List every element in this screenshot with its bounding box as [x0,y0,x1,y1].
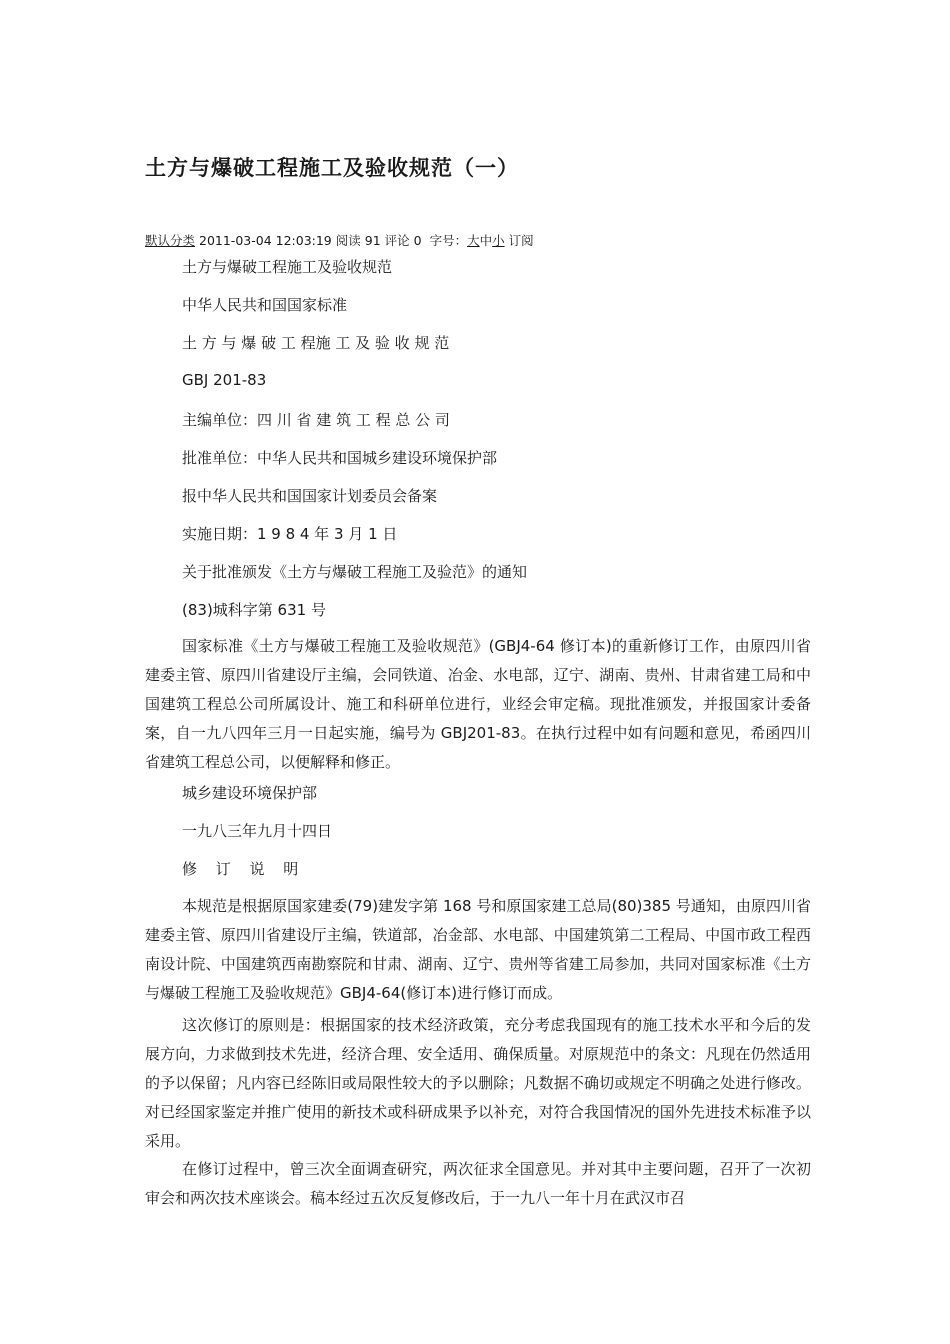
reads-count: 91 [364,233,381,248]
doc-line: 实施日期：1 9 8 4 年 3 月 1 日 [182,525,398,543]
font-size-small-link[interactable]: 小 [492,233,505,248]
reads-label: 阅读 [335,233,361,248]
section-heading: 修 订 说 明 [182,860,306,878]
comments-label: 评论 [384,233,410,248]
notice-paragraph: 国家标准《土方与爆破工程施工及验收规范》(GBJ4-64 修订本)的重新修订工作，由原四川省建委主管、原四川省建设厅主编，会同铁道、冶金、水电部，辽宁、湖南、贵州、甘肃省建工局和中国建筑工程总公司所属设计、施工和科研单位进行，业经会审定稿。现批准颁发，并报国家计委备案，自一九八四年三月一日起实施，编号为 GBJ201-83。在执行过程中如有问题和意见，希函四川省建筑工程总公司，以便解释和修正。 [145,637,811,771]
doc-line: 批准单位：中华人民共和国城乡建设环境保护部 [182,449,498,467]
doc-line: 报中华人民共和国国家计划委员会备案 [182,487,438,505]
doc-line: GBJ 201-83 [182,371,267,389]
doc-line: 中华人民共和国国家标准 [182,296,348,314]
subscribe-link[interactable]: 订阅 [508,233,534,248]
doc-line: 土方与爆破工程施工及验收规范 [182,258,393,276]
doc-line: 关于批准颁发《土方与爆破工程施工及验范》的通知 [182,563,528,581]
revision-paragraph: 本规范是根据原国家建委(79)建发字第 168 号和原国家建工总局(80)385 号通知，由原四川省建委主管、原四川省建设厅主编，铁道部，冶金部、水电部、中国建筑第二工程局、中国市政工程西南设计院、中国建筑西南勘察院和甘肃、湖南、辽宁、贵州等省建工局参加，共同对国家标准《土方与爆破工程施工及验收规范》GBJ4-64(修订本)进行修订而成。 [145,897,811,1002]
issue-date: 一九八三年九月十四日 [182,822,333,840]
category-link[interactable]: 默认分类 [145,233,196,248]
page-title: 土方与爆破工程施工及验收规范（一） [145,156,519,180]
comments-count: 0 [413,233,422,248]
revision-paragraph: 在修订过程中，曾三次全面调查研究，两次征求全国意见。并对其中主要问题，召开了一次初审会和两次技术座谈会。稿本经过五次反复修改后，于一九八一年十月在武汉市召 [145,1160,811,1207]
doc-line: 主编单位：四 川 省 建 筑 工 程 总 公 司 [182,411,450,429]
article-meta [145,231,534,249]
post-datetime: 2011-03-04 12:03:19 [199,233,332,248]
revision-paragraph: 这次修订的原则是：根据国家的技术经济政策，充分考虑我国现有的施工技术水平和今后的发展方向，力求做到技术先进，经济合理、安全适用、确保质量。对原规范中的条文：凡现在仍然适用的予以保留；凡内容已经陈旧或局限性较大的予以删除；凡数据不确切或规定不明确之处进行修改。对已经国家鉴定并推广使用的新技术或科研成果予以补充，对符合我国情况的国外先进技术标准予以采用。 [145,1016,811,1150]
font-size-large-link[interactable]: 大 [467,233,480,248]
issuer: 城乡建设环境保护部 [182,784,318,802]
doc-line: 土 方 与 爆 破 工 程施 工 及 验 收 规 范 [182,334,450,352]
doc-line: (83)城科字第 631 号 [182,601,326,619]
font-size-medium: 中 [479,233,493,248]
font-size-label: 字号： [429,233,468,248]
